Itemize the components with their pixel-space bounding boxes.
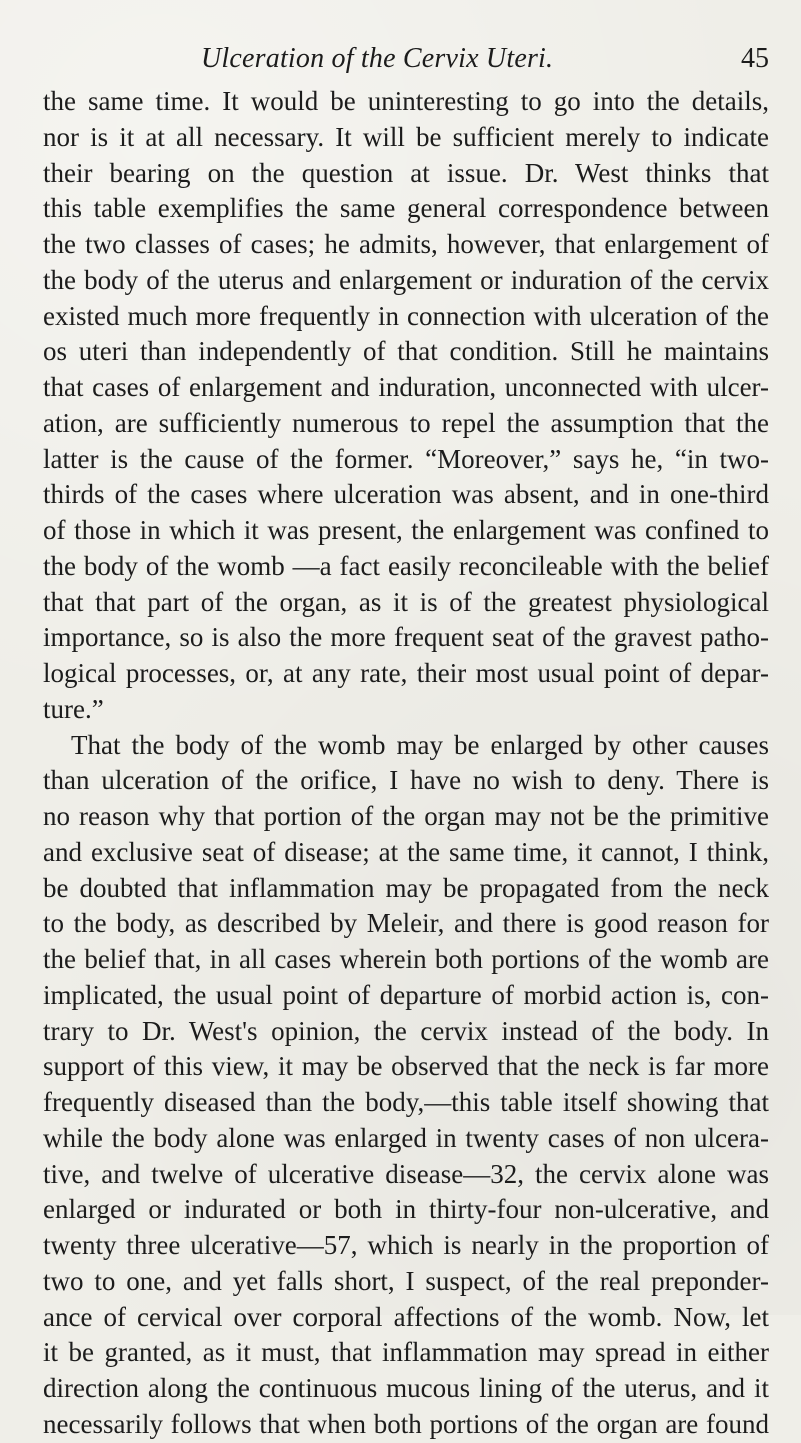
- text-line: no reason why that portion of the organ may not be the primitive: [43, 801, 769, 831]
- text-line: be doubted that inflammation may be propagated from the neck: [43, 872, 769, 903]
- text-line: ation, are sufficiently numerous to repel the assumption that the: [43, 407, 769, 438]
- text-line: trary to Dr. West's opinion, the cervix instead of the body. In: [43, 1015, 769, 1046]
- text-line: ture.”: [43, 693, 104, 724]
- text-line: ance of cervical over corporal affections of the womb. Now, let: [43, 1301, 769, 1332]
- text-line: their bearing on the question at issue. Dr. West thinks that: [43, 157, 769, 188]
- text-line: enlarged or indurated or both in thirty-four non-ulcerative, and: [43, 1194, 769, 1225]
- text-line: nor is it at all necessary. It will be sufficient merely to indicate: [43, 121, 769, 152]
- text-line: support of this view, it may be observed that the neck is far more: [43, 1051, 769, 1082]
- text-line: to the body, as described by Meleir, and there is good reason for: [43, 908, 769, 939]
- text-line: the belief that, in all cases wherein both portions of the womb are: [43, 944, 769, 974]
- text-line: of those in which it was present, the enlargement was confined to: [43, 515, 769, 545]
- text-line: that that part of the organ, as it is of the greatest physiological: [43, 586, 769, 617]
- text-line: latter is the cause of the former. “Moreover,” says he, “in two-: [43, 443, 769, 474]
- text-line: the body of the uterus and enlargement or induration of the cervix: [43, 264, 769, 295]
- text-line: the body of the womb —a fact easily reconcileable with the belief: [43, 550, 769, 581]
- text-line: the same time. It would be uninteresting to go into the details,: [43, 86, 769, 116]
- text-line: this table exemplifies the same general correspondence between: [43, 193, 769, 224]
- text-line: while the body alone was enlarged in twenty cases of non ulcera-: [43, 1122, 769, 1153]
- text-line: it be granted, as it must, that inflammation may spread in either: [43, 1337, 769, 1368]
- text-line: tive, and twelve of ulcerative disease—32, the cervix alone was: [43, 1158, 769, 1189]
- text-line: that cases of enlargement and induration, unconnected with ulcer-: [43, 372, 769, 402]
- text-line: thirds of the cases where ulceration was absent, and in one-third: [43, 479, 769, 510]
- text-line: twenty three ulcerative—57, which is nearly in the proportion of: [43, 1230, 769, 1260]
- text-line: two to one, and yet falls short, I suspect, of the real preponder-: [43, 1265, 769, 1296]
- text-line: necessarily follows that when both portions of the organ are found: [43, 1408, 769, 1439]
- text-line: and exclusive seat of disease; at the same time, it cannot, I think,: [43, 836, 769, 867]
- text-line: existed much more frequently in connection with ulceration of the: [43, 300, 769, 331]
- text-line: frequently diseased than the body,—this table itself showing that: [43, 1087, 769, 1117]
- text-line: direction along the continuous mucous lining of the uterus, and it: [43, 1373, 769, 1403]
- text-line: importance, so is also the more frequent seat of the gravest patho-: [43, 622, 769, 653]
- text-line: than ulceration of the orifice, I have no wish to deny. There is: [43, 765, 769, 796]
- body-text: [43, 84, 769, 1443]
- text-line: That the body of the womb may be enlarged by other causes: [71, 729, 769, 760]
- text-line: logical processes, or, at any rate, their most usual point of depar-: [43, 658, 769, 688]
- running-title: Ulceration of the Cervix Uteri.: [201, 43, 554, 74]
- page-number: 45: [741, 43, 769, 74]
- text-line: os uteri than independently of that condition. Still he maintains: [43, 336, 769, 367]
- page-header: [43, 43, 769, 83]
- text-line: the two classes of cases; he admits, however, that enlargement of: [43, 229, 769, 259]
- text-line: implicated, the usual point of departure of morbid action is, con-: [43, 979, 769, 1010]
